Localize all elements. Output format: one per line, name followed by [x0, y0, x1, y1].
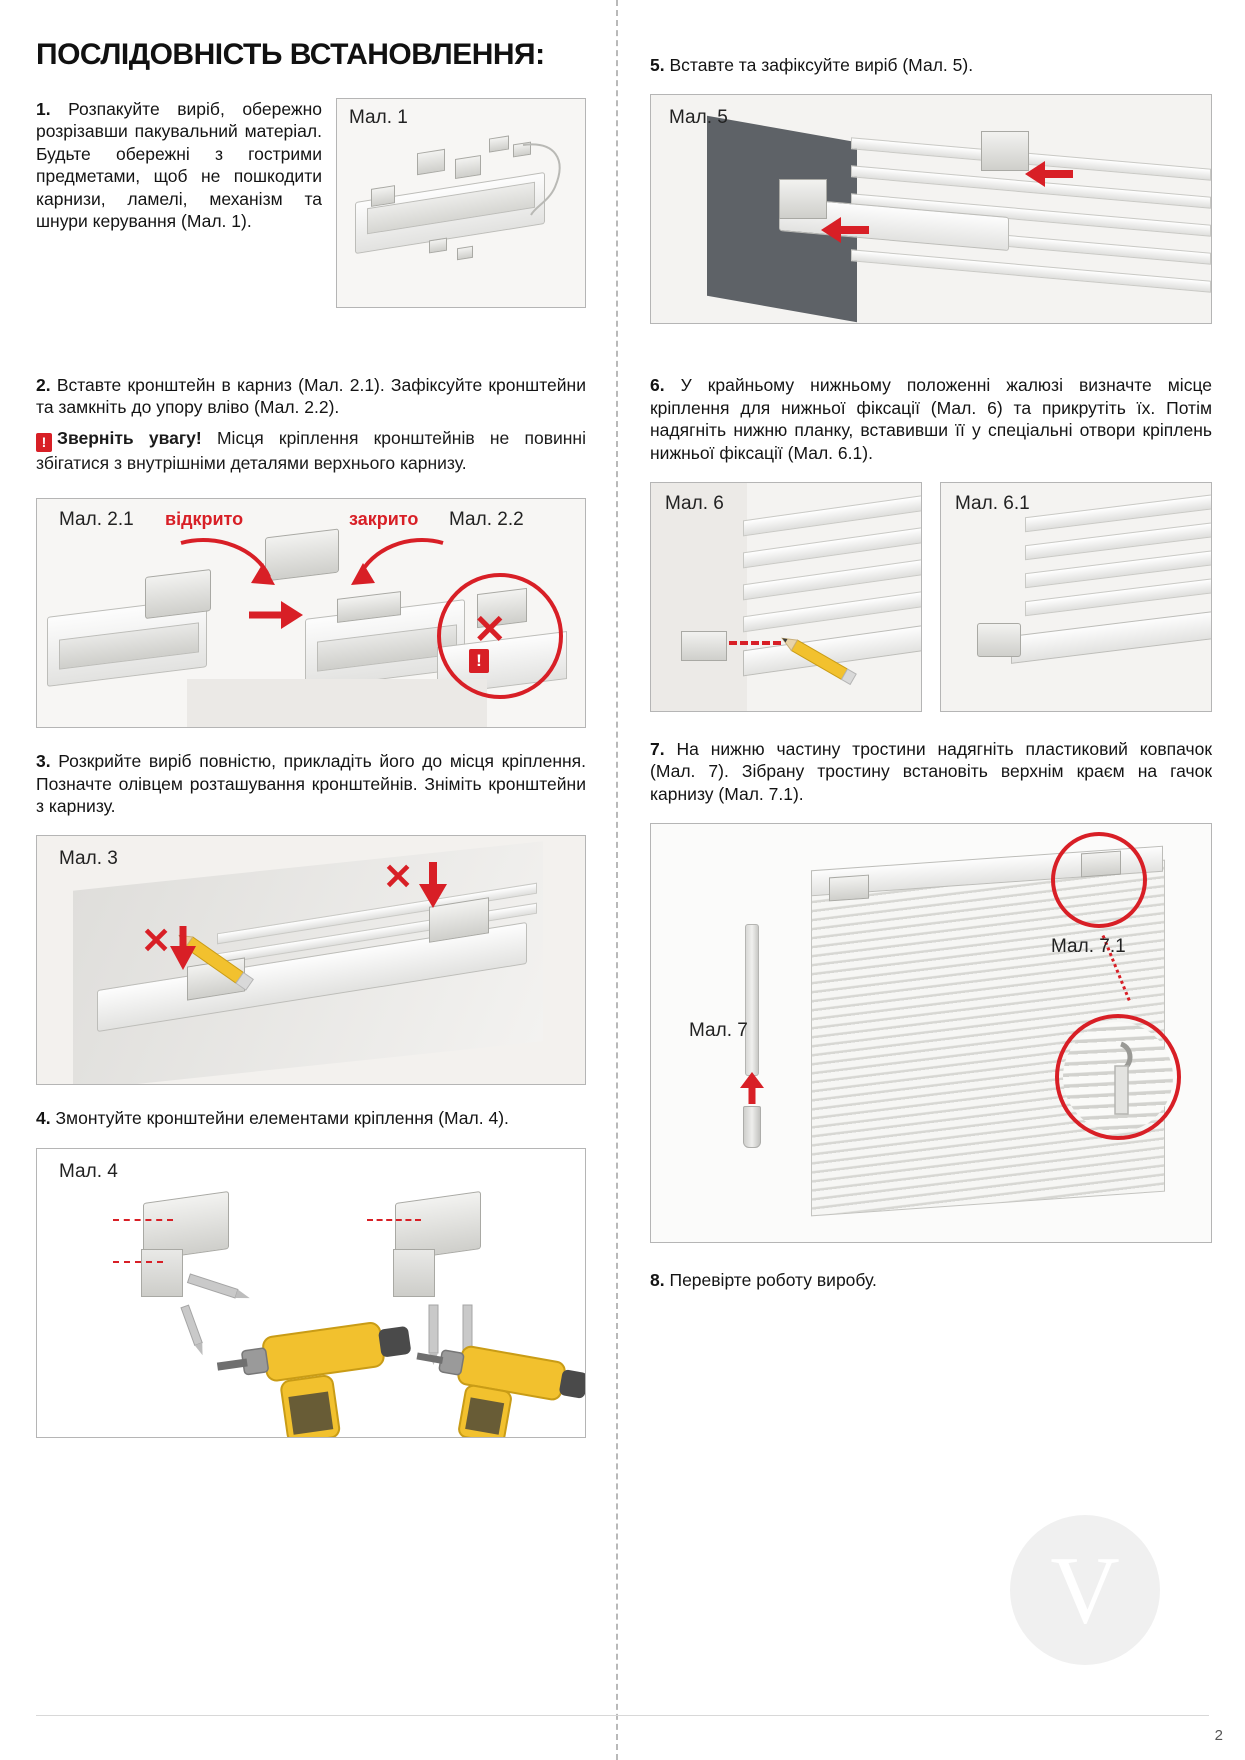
figure-1 — [336, 98, 586, 308]
figure-7-label: Мал. 7 — [689, 1020, 748, 1042]
arrow-fig3-left-icon — [167, 922, 215, 978]
step-2-block — [36, 374, 586, 474]
figure-6-row — [650, 482, 1212, 712]
x-mark-fig3-left: ✕ — [141, 920, 172, 962]
step-5-text — [650, 54, 1212, 76]
wand-cap — [743, 1106, 761, 1148]
hook-detail-icon — [1087, 1036, 1157, 1120]
page-number: 2 — [1214, 1727, 1223, 1744]
page-title: ПОСЛІДОВНІСТЬ ВСТАНОВЛЕННЯ: — [36, 38, 545, 71]
step-7-body: На нижню частину тростини надягніть пластиковий ковпачок (Мал. 7). Зібрану тростину встановіть верхнім краєм на гачок карнизу (Мал. 7.1). — [650, 738, 1212, 804]
watermark-logo — [1010, 1515, 1160, 1665]
step-1-number: 1. — [36, 99, 51, 119]
figure-5-label: Мал. 5 — [669, 107, 728, 129]
bracket-fig4-right-flange — [393, 1249, 435, 1297]
step-6-body: У крайньому нижньому положенні жалюзі визначте місце кріплення для нижньої фіксації (Мал. 6) та прикрутіть їх. Потім надягніть нижню планку, вставивши її у спеціальні отвори кріплень нижньої фіксації (Мал. 6.1). — [650, 375, 1212, 463]
step-8-text — [650, 1269, 1212, 1291]
step-2-number: 2. — [36, 375, 51, 395]
step-3-text — [36, 750, 586, 817]
bracket-part-b — [455, 155, 481, 179]
step-3-body: Розкрийте виріб повністю, прикладіть його до місця кріплення. Позначте олівцем розташування кронштейнів. Зніміть кронштейни з карнизу. — [36, 751, 586, 816]
x-mark-fig3-top: ✕ — [383, 856, 414, 898]
right-column — [650, 28, 1212, 1298]
arrow-wand-icon — [737, 1072, 767, 1106]
bracket-fig5-right — [981, 131, 1029, 171]
bracket-part-f — [429, 238, 447, 254]
figure-5 — [650, 94, 1212, 324]
figure-6 — [650, 482, 922, 712]
figure-71-label: Мал. 7.1 — [1051, 936, 1126, 958]
step-7-number: 7. — [650, 738, 665, 759]
step-6-number: 6. — [650, 375, 665, 396]
warning-icon-figure: ! — [469, 649, 489, 673]
figure-4 — [36, 1148, 586, 1438]
step-1-body: Розпакуйте виріб, обережно розрізавши пакувальний матеріал. Будьте обережні з гострими предметами, щоб не пошкодити карнизи, ламелі, механізм та шнури керування (Мал. 1). — [36, 99, 322, 231]
figure-61-label: Мал. 6.1 — [955, 492, 1030, 514]
figure-21-label: Мал. 2.1 — [59, 509, 134, 531]
bracket-fig7-left — [829, 875, 869, 902]
arrow-fig5-right-icon — [1023, 157, 1079, 191]
tilt-wand — [745, 924, 759, 1076]
bracket-part-a — [417, 149, 445, 175]
arrow-fig5-left-icon — [819, 213, 875, 247]
dark-side-fig6 — [651, 483, 747, 711]
step-5-number: 5. — [650, 55, 665, 75]
step-4-number: 4. — [36, 1108, 51, 1129]
step-8-number: 8. — [650, 1270, 665, 1291]
bracket-part-g — [457, 246, 473, 261]
left-column — [36, 28, 586, 1438]
open-caption: відкрито — [165, 509, 244, 530]
step-1-block — [36, 98, 586, 318]
control-cord-icon — [515, 139, 575, 219]
footer-divider — [36, 1715, 1209, 1716]
step-4-body: Змонтуйте кронштейни елементами кріплення (Мал. 4). — [55, 1108, 509, 1129]
closed-caption: закрито — [349, 509, 419, 530]
arrow-fig3-icon — [417, 858, 465, 914]
figure-3 — [36, 835, 586, 1085]
step-6-text — [650, 374, 1212, 464]
detail-circle-top — [1051, 832, 1147, 928]
step-4-text — [36, 1107, 586, 1129]
warning-icon: ! — [36, 433, 52, 452]
arrow-closed-icon — [337, 533, 447, 603]
attention-note — [36, 427, 586, 474]
column-divider — [616, 0, 618, 1760]
bottom-fix-bracket-fig6 — [681, 631, 727, 661]
figure-3-label: Мал. 3 — [59, 848, 118, 870]
screw-icon-left-2 — [163, 1299, 223, 1359]
step-2-body: Вставте кронштейн в карниз (Мал. 2.1). Зафіксуйте кронштейни та замкніть до упору вліво (Мал. 2.2). — [36, 375, 586, 418]
figure-6-1 — [940, 482, 1212, 712]
step-8-body: Перевірте роботу виробу. — [669, 1270, 877, 1291]
dashed-guide-left-2 — [113, 1261, 163, 1263]
bracket-part-c — [371, 185, 395, 207]
bottom-fix-bracket-fig61 — [977, 623, 1021, 657]
x-mark-wrong: ✕ — [473, 608, 507, 653]
arrow-insert-icon — [245, 591, 305, 641]
pencil-icon-fig6 — [771, 623, 871, 703]
figure-7 — [650, 823, 1212, 1243]
drill-icon-right — [409, 1327, 586, 1438]
wall-hint — [187, 679, 487, 727]
step-5-body: Вставте та зафіксуйте виріб (Мал. 5). — [669, 55, 974, 75]
step-3-number: 3. — [36, 751, 51, 772]
step-2-text — [36, 374, 586, 419]
figure-6-label: Мал. 6 — [665, 492, 724, 514]
bracket-part-d — [489, 135, 509, 152]
figure-1-label: Мал. 1 — [349, 107, 408, 128]
step-7-text — [650, 738, 1212, 805]
dashed-guide-left — [113, 1219, 173, 1221]
dashed-guide-right — [367, 1219, 421, 1221]
figure-22-label: Мал. 2.2 — [449, 509, 524, 531]
figure-4-label: Мал. 4 — [59, 1160, 118, 1182]
attention-body: Місця кріплення кронштейнів не повинні збігатися з внутрішніми деталями верхнього карнизу. — [36, 427, 586, 473]
figure-2 — [36, 498, 586, 728]
attention-lead: Зверніть увагу! — [57, 427, 202, 448]
